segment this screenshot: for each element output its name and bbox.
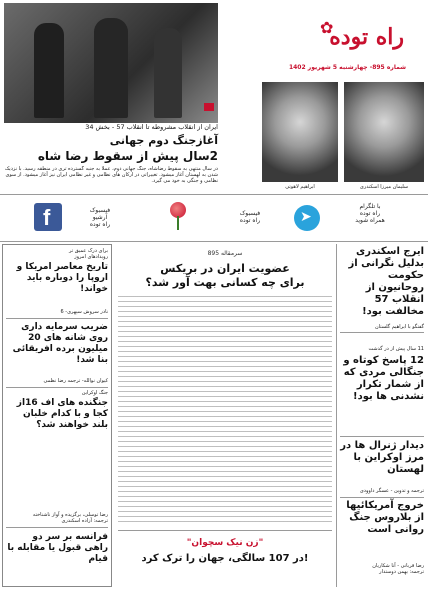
- left-item3-title[interactable]: جنگنده های اف 16از کجا و با کدام خلبان بلند خواهند شد؟: [16, 398, 108, 430]
- photo-figure-right: [154, 28, 182, 118]
- left-divider-1: [6, 318, 108, 319]
- right-item2-title[interactable]: 12 پاسخ کوتاه و جنگالی مردی که از شمار تکرار نشدنی ها بود!: [343, 355, 424, 402]
- photo-figure-left: [34, 23, 64, 118]
- header-divider: [0, 194, 428, 195]
- left-item2-title[interactable]: ضریب سرمایه داری روی شانه های 20 میلیون برده افریقائی بنا شد!: [12, 322, 108, 365]
- rose-icon: [164, 200, 192, 230]
- photo-figure-center: [94, 18, 128, 118]
- top-story-lead: در سال منتهی به سقوط رضاشاه، جنگ جهانی دوم، عملا به جنبه گسترده تری در منطقه رسید. با نزدیک شدن به لهستان آغاز میشود. تغییراتی در ارکان های نظامی و غیر نظامی ایران نیز آغاز میشود. از سوی نظامی و جنگی به خود می گیرد.: [4, 166, 218, 184]
- logo-title: راه توده: [329, 24, 404, 50]
- editorial-headline[interactable]: عضویت ایران در بریکس برای چه کسانی بهت آور شد؟: [145, 262, 305, 289]
- social-divider: [0, 241, 428, 242]
- right-item4-byline: رضا قربانی - آنا شکاریان ترجمه: بهمن دوستدار: [372, 563, 424, 575]
- facebook-archive-label[interactable]: فیسبوک آرشیو راه توده: [89, 207, 111, 228]
- left-item3-kicker: جنگ اوکراین: [81, 390, 108, 396]
- left-divider-2: [6, 387, 108, 388]
- issue-line: شماره 895- چهارشنبه 5 شهریور 1402: [288, 64, 406, 71]
- telegram-label[interactable]: با تلگرام راه توده همراه شوید: [355, 203, 385, 224]
- right-divider-2: [340, 436, 424, 437]
- top-story-headline-2[interactable]: 2سال پیش از سقوط رضا شاه: [37, 149, 218, 163]
- editorial-body: [118, 296, 332, 524]
- masthead-logo[interactable]: [268, 18, 408, 58]
- left-item4-title[interactable]: فرانسه بر سر دو راهی قبول یا مقابله با قیام: [7, 532, 108, 564]
- facebook-button[interactable]: [34, 203, 62, 231]
- bottom-story-title[interactable]: در 107 سالگی، جهان را ترک کرد!: [141, 553, 309, 564]
- right-item1-byline: گفتگو با ابراهیم گلستان: [374, 324, 424, 330]
- left-item1-byline: نادر سروش سپهری- 6: [60, 309, 108, 315]
- left-item3-byline: رضا توسلی، برگزیده و آواز ناشناخته ترجمه: آزاده اسکندری: [32, 512, 108, 524]
- left-item2-byline: کیوان نوالله- ترجمه رضا نظمی: [43, 378, 108, 384]
- right-item1-title[interactable]: ایرج اسکندری بدلیل نگرانی از حکومت روحانیون از انقلاب 57 مخالفت بود!: [348, 246, 424, 317]
- top-story-photo[interactable]: [4, 3, 218, 123]
- bottom-story-kicker[interactable]: "زن نیک سچوان": [186, 538, 264, 548]
- right-item3-byline: ترجمه و تدوین - عسگر داوودی: [359, 488, 424, 494]
- right-divider-3: [340, 497, 424, 498]
- portrait-eskandari: [344, 82, 424, 182]
- right-item3-title[interactable]: دیدار ژنرال ها در مرز اوکراین با لهستان: [340, 440, 424, 475]
- left-divider-3: [6, 527, 108, 528]
- left-item1-kicker: برای درک عمیق تر رویدادهای امروز: [68, 248, 108, 260]
- right-item4-title[interactable]: خروج آمریکائیها از بلاروس جنگ روانی است: [346, 500, 424, 535]
- top-story-headline-1[interactable]: آغازجنگ دوم جهانی: [109, 134, 218, 147]
- left-item1-title[interactable]: تاریخ معاصر امریکا و اروپا را دوباره باید خواند!: [16, 262, 108, 294]
- telegram-button[interactable]: [294, 205, 320, 231]
- portrait-lahuti: [262, 82, 338, 182]
- telegram-icon: ➤: [300, 209, 312, 225]
- facebook-label[interactable]: فیسبوک راه توده: [239, 210, 261, 224]
- right-item2-lead: 11 سال پیش از در گذشت: [368, 346, 424, 352]
- flag-icon: [204, 103, 214, 111]
- portrait-right-caption: سلیمان میرزا اسکندری: [359, 184, 409, 190]
- center-divider: [118, 530, 332, 531]
- facebook-icon: f: [43, 205, 51, 230]
- right-column-rule: [336, 244, 337, 587]
- top-story-photo-caption: ایران از انقلاب مشروطه تا انقلاب 57 - بخش 34: [85, 123, 218, 131]
- right-divider-1: [340, 332, 424, 333]
- portrait-left-caption: ابراهیم لاهوتی: [285, 184, 315, 190]
- editorial-kicker: سرمقاله 895: [207, 250, 243, 257]
- logo-star-icon: ✿: [320, 18, 334, 37]
